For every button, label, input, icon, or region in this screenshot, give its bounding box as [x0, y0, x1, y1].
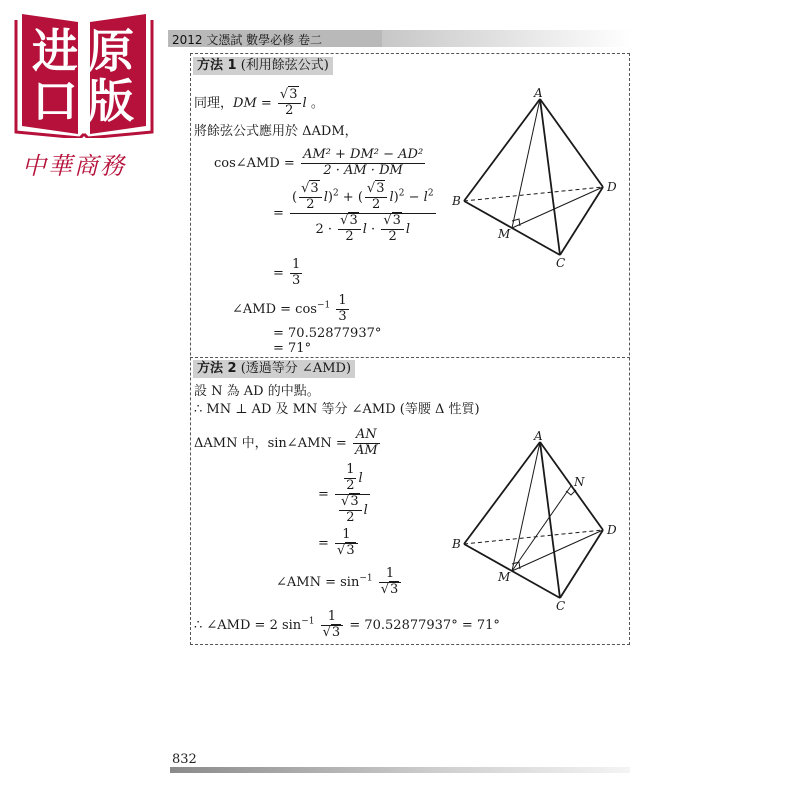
method-1-apply-cosine-line: 將餘弦公式應用於 ΔADM， — [194, 124, 358, 139]
publisher-logo — [14, 8, 154, 180]
point-m-label: M — [498, 227, 511, 241]
method-1-subtitle: (利用餘弦公式) — [240, 58, 329, 73]
header-bar-gradient — [382, 30, 632, 47]
section-divider — [190, 357, 630, 358]
method-1-label: 方法 1 — [197, 58, 237, 73]
cosine-substitution: = ( $\frac{√3}{2}$ l)$^2$ + ( $\frac{√3}{2}$ $l)^2 - l^2$ 2 · $\frac{√3}{2}$ l · $\frac{√3}{2}$ l — [273, 181, 434, 244]
method-2-bisect-line: ∴ MN ⊥ AD 及 MN 等分 ∠AMD (等腰 Δ 性質) — [194, 402, 480, 417]
vertex-d-label: D — [607, 523, 617, 537]
cosine-result: = $\frac{1}{3}$ — [273, 257, 301, 288]
method-1-dm-line: 同理，DM = $\frac{√3}{2}$ l 。 — [194, 87, 324, 118]
page-number: 832 — [172, 752, 197, 767]
point-n-label: N — [574, 475, 585, 489]
angle-amn-inverse-sin: ∠AMN = $\sin^{-1}$ $\frac{1}{√3}$ — [276, 567, 403, 598]
logo-char: 口 — [32, 74, 78, 128]
method-2-midpoint-line: 設 N 為 AD 的中點。 — [194, 384, 320, 399]
vertex-a-label: A — [534, 86, 543, 100]
vertex-d-label: D — [607, 180, 617, 194]
angle-amd-inverse-cos: ∠AMD = $\cos^{-1}$ $\frac{1}{3}$ — [232, 293, 347, 324]
cosine-formula: cos∠AMD = $\frac{\text{AM² + DM² − AD²}}{2 \cdot AM \cdot DM}$ — [214, 147, 424, 178]
method-2-subtitle: (透過等分 ∠AMD) — [240, 361, 352, 376]
logo-char: 原 — [88, 24, 134, 78]
fraction: $\frac{√3}{2}$ — [278, 88, 301, 119]
final-answer: ∴ ∠AMD = 2 $\sin^{-1}$ $\frac{1}{√3}$ = 70.52877937° = 71° — [194, 609, 500, 640]
vertex-c-label: C — [556, 256, 566, 270]
vertex-a-label: A — [534, 429, 543, 443]
vertex-b-label: B — [452, 194, 461, 208]
sine-result: = $\frac{1}{√3}$ — [318, 528, 360, 559]
sine-formula: ΔAMN 中，sin∠AMN = $\frac{AN}{AM}$ — [194, 427, 378, 458]
method-1-title — [193, 57, 333, 75]
sine-substitution: = $\frac{1}{2}$ l $\frac{√3}{2}$ l — [318, 462, 368, 525]
tetrahedron-figure-1 — [450, 85, 620, 270]
page-header-title: 2012 文憑試 數學必修 卷二 — [172, 33, 322, 47]
angle-amd-decimal: = 70.52877937° — [273, 326, 382, 341]
point-m-label: M — [498, 570, 511, 584]
angle-amd-rounded: = 71° — [273, 341, 312, 356]
vertex-b-label: B — [452, 537, 461, 551]
vertex-c-label: C — [556, 599, 566, 613]
tetrahedron-figure-2 — [450, 428, 620, 613]
logo-subtitle: 中華商務 — [22, 152, 126, 180]
method-2-title — [193, 360, 355, 378]
logo-char: 进 — [32, 24, 78, 78]
logo-char: 版 — [88, 74, 134, 128]
method-2-label: 方法 2 — [197, 361, 237, 376]
footer-bar — [170, 767, 630, 773]
